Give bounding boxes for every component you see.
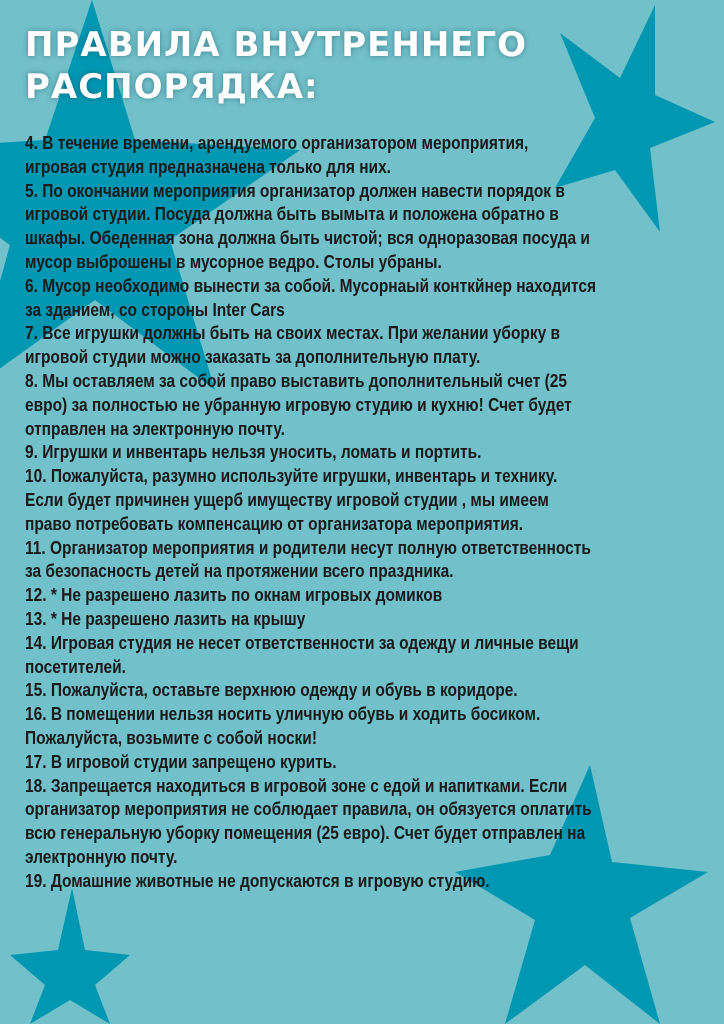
rule-text-line: 11. Организатор мероприятия и родители несут полную ответственность	[25, 537, 591, 558]
rule-item	[25, 132, 596, 180]
rule-item	[25, 537, 596, 585]
rule-item	[25, 703, 596, 751]
rule-item	[25, 275, 596, 323]
rule-text-line: 10. Пожалуйста, разумно используйте игрушки, инвентарь и технику.	[25, 466, 558, 487]
rule-text-line: 4. В течение времени, арендуемого организатором мероприятия,	[25, 133, 529, 153]
rule-text-line: 9. Игрушки и инвентарь нельзя уносить, ломать и портить.	[25, 442, 482, 463]
star-shape-bottom-left	[10, 888, 130, 1024]
rule-text-line: 17. В игровой студии запрещено курить.	[25, 751, 337, 772]
rule-text-line: 5. По окончании мероприятия организатор должен навести порядок в	[25, 180, 565, 201]
rule-text-line: право потребовать компенсацию от организатора мероприятия.	[25, 513, 524, 534]
rule-item	[25, 775, 596, 870]
rule-text-line: 14. Игровая студия не несет ответственности за одежду и личные вещи	[25, 632, 579, 653]
rule-item	[25, 608, 596, 632]
rule-text-line: Пожалуйста, возьмите с собой носки!	[25, 727, 317, 748]
rule-text-line: 6. Мусор необходимо вынести за собой. Мусорнаый конткйнер находится	[25, 275, 597, 296]
rule-item	[25, 632, 596, 680]
rule-text-line: 16. В помещении нельзя носить уличную обувь и ходить босиком.	[25, 704, 541, 725]
rule-text-line: игровой студии. Посуда должна быть вымыта и положена обратно в	[25, 204, 559, 225]
rules-list	[25, 132, 596, 894]
rule-text-line: 12. * Не разрешено лазить по окнам игровых домиков	[25, 585, 443, 606]
rule-item	[25, 322, 596, 370]
rule-text-line: за безопасность детей на протяжении всего праздника.	[25, 561, 454, 582]
rule-text-line: за зданием, со стороны Inter Cars	[25, 299, 285, 320]
rule-text-line: всю генеральную уборку помещения (25 евро). Счет будет отправлен на	[25, 823, 586, 844]
rule-text-line: 19. Домашние животные не допускаются в игровую студию.	[25, 870, 490, 891]
rule-item	[25, 370, 596, 441]
rule-text-line: мусор выброшены в мусорное ведро. Столы убраны.	[25, 251, 442, 272]
title-line-2: РАСПОРЯДКА:	[25, 67, 319, 107]
rule-text-line: игровой студии можно заказать за дополнительную плату.	[25, 347, 481, 368]
page-title	[25, 24, 527, 108]
rule-item	[25, 465, 596, 536]
rule-item	[25, 584, 596, 608]
rule-text-line: игровая студия предназначена только для них.	[25, 156, 391, 177]
rule-text-line: организатор мероприятия не соблюдает правила, он обязуется оплатить	[25, 799, 592, 820]
rule-item	[25, 679, 596, 703]
rule-text-line: Если будет причинен ущерб имуществу игровой студии , мы имеем	[25, 489, 549, 510]
rule-text-line: евро) за полностью не убранную игровую студию и кухню! Счет будет	[25, 394, 572, 415]
rule-text-line: 15. Пожалуйста, оставьте верхнюю одежду и обувь в коридоре.	[25, 680, 518, 701]
rule-text-line: электронную почту.	[25, 846, 178, 867]
rule-text-line: 18. Запрещается находиться в игровой зоне с едой и напитками. Если	[25, 775, 568, 796]
rule-item	[25, 180, 596, 275]
rule-text-line: 13. * Не разрешено лазить на крышу	[25, 608, 306, 629]
rule-item	[25, 870, 596, 894]
title-line-1: ПРАВИЛА ВНУТРЕННЕГО	[25, 25, 528, 65]
rule-text-line: отправлен на электронную почту.	[25, 418, 285, 439]
rule-text-line: 7. Все игрушки должны быть на своих местах. При желании уборку в	[25, 323, 561, 344]
rule-item	[25, 441, 596, 465]
rule-item	[25, 751, 596, 775]
rule-text-line: шкафы. Обеденная зона должна быть чистой; вся одноразовая посуда и	[25, 228, 590, 249]
rule-text-line: посетителей.	[25, 656, 126, 677]
rule-text-line: 8. Мы оставляем за собой право выставить дополнительный счет (25	[25, 370, 567, 391]
